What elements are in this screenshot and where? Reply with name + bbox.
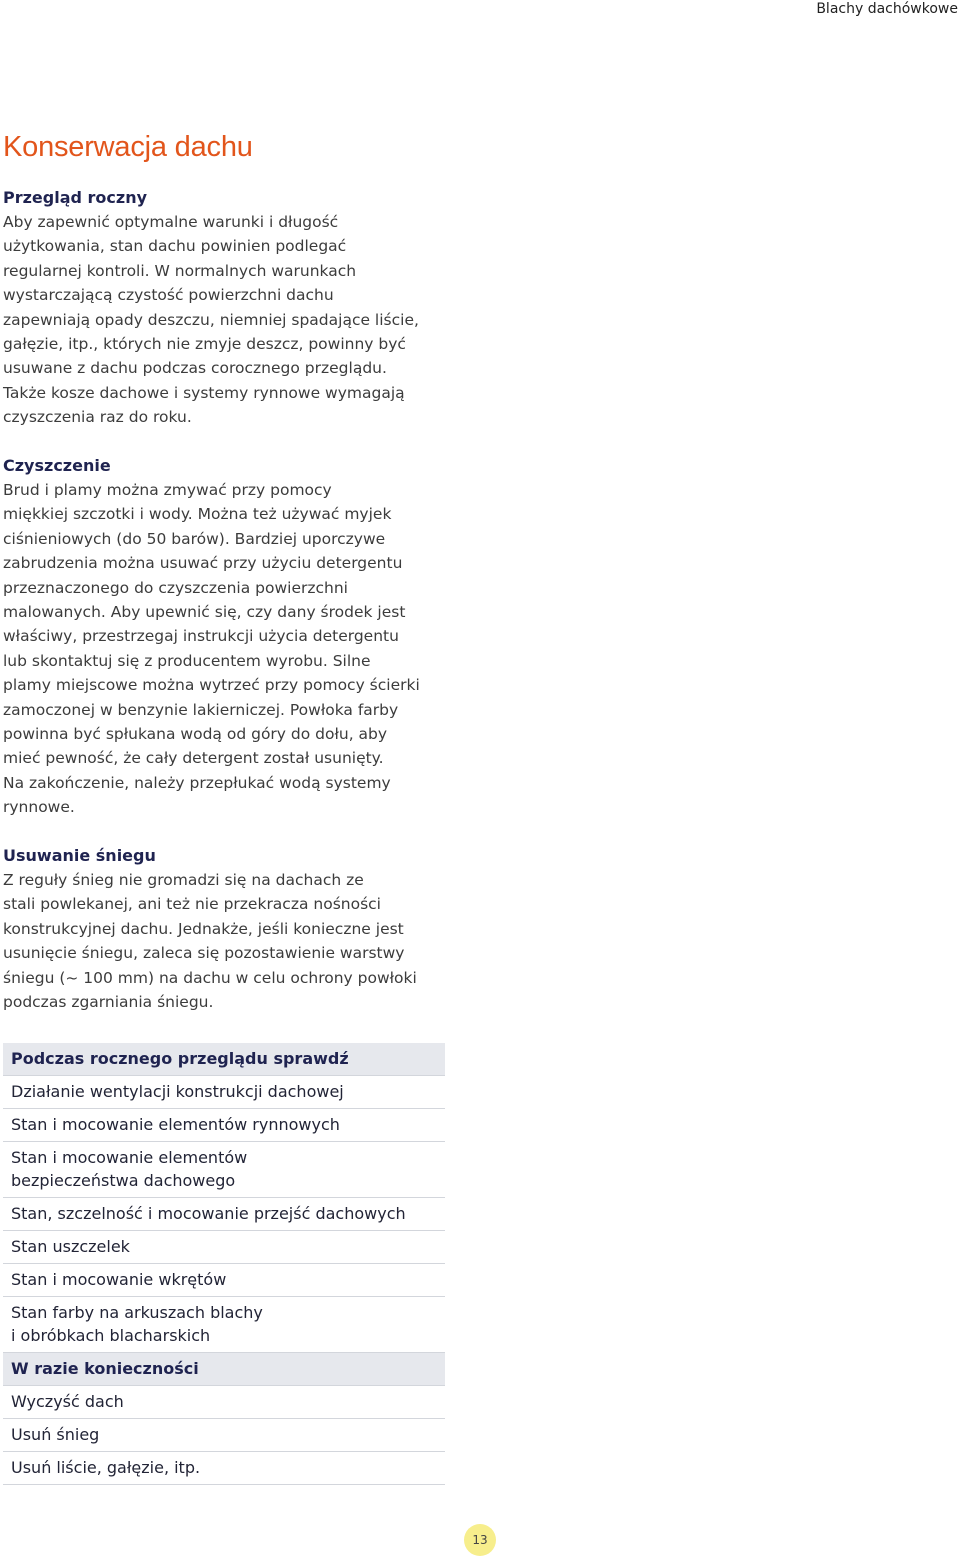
checklist-row: Działanie wentylacji konstrukcji dachowej: [3, 1076, 445, 1109]
checklist-row: Stan uszczelek: [3, 1231, 445, 1264]
section-heading: Przegląd roczny: [3, 188, 148, 207]
action-header: W razie konieczności: [3, 1353, 445, 1386]
section-body: Z reguły śnieg nie gromadzi się na dachach ze stali powlekanej, ani też nie przekracza nośności konstrukcyjnej dachu. Jednakże, jeśli konieczne jest usunięcie śniegu, zaleca się pozostawienie warstwy śniegu (~ 100 mm) na dachu w celu ochrony powłoki podczas zgarniania śniegu.: [3, 871, 417, 1012]
section-body: Aby zapewnić optymalne warunki i długość użytkowania, stan dachu powinien podlegać regularnej kontroli. W normalnych warunkach wystarczającą czystość powierzchni dachu zapewniają opady deszczu, niemniej spadające liście, gałęzie, itp., których nie zmyje deszcz, powinny być usuwane z dachu podczas corocznego przeglądu. Także kosze dachowe i systemy rynnowe wymagają czyszczenia raz do roku.: [3, 213, 419, 427]
checklist-header: Podczas rocznego przeglądu sprawdź: [3, 1043, 445, 1076]
checklist-row: Stan i mocowanie elementów rynnowych: [3, 1109, 445, 1142]
section-annual-inspection: [3, 186, 453, 430]
checklist-row: Stan i mocowanie wkrętów: [3, 1264, 445, 1297]
section-snow-removal: [3, 844, 453, 1014]
checklist-row: Stan farby na arkuszach blachy i obróbkach blacharskich: [3, 1297, 445, 1353]
page-title: Konserwacja dachu: [3, 131, 253, 163]
action-row: Wyczyść dach: [3, 1386, 445, 1419]
running-header: Blachy dachówkowe: [816, 1, 958, 17]
section-heading: Usuwanie śniegu: [3, 846, 156, 865]
section-body: Brud i plamy można zmywać przy pomocy miękkiej szczotki i wody. Można też używać myjek ciśnieniowych (do 50 barów). Bardziej uporczywe zabrudzenia można usuwać przy użyciu detergentu przeznaczonego do czyszczenia powierzchni malowanych. Aby upewnić się, czy dany środek jest właściwy, przestrzegaj instrukcji użycia detergentu lub skontaktuj się z producentem wyrobu. Silne plamy miejscowe można wytrzeć przy pomocy ścierki zamoczonej w benzynie lakierniczej. Powłoka farby powinna być spłukana wodą od góry do dołu, aby mieć pewność, że cały detergent został usunięty. Na zakończenie, należy przepłukać wodą systemy rynnowe.: [3, 481, 420, 817]
section-heading: Czyszczenie: [3, 456, 111, 475]
inspection-checklist-table: [3, 1043, 445, 1485]
checklist-row: Stan i mocowanie elementów bezpieczeństwa dachowego: [3, 1142, 445, 1198]
section-cleaning: [3, 454, 453, 820]
action-row: Usuń śnieg: [3, 1419, 445, 1452]
checklist-row: Stan, szczelność i mocowanie przejść dachowych: [3, 1198, 445, 1231]
page-number-badge: 13: [464, 1524, 496, 1556]
action-row: Usuń liście, gałęzie, itp.: [3, 1452, 445, 1485]
